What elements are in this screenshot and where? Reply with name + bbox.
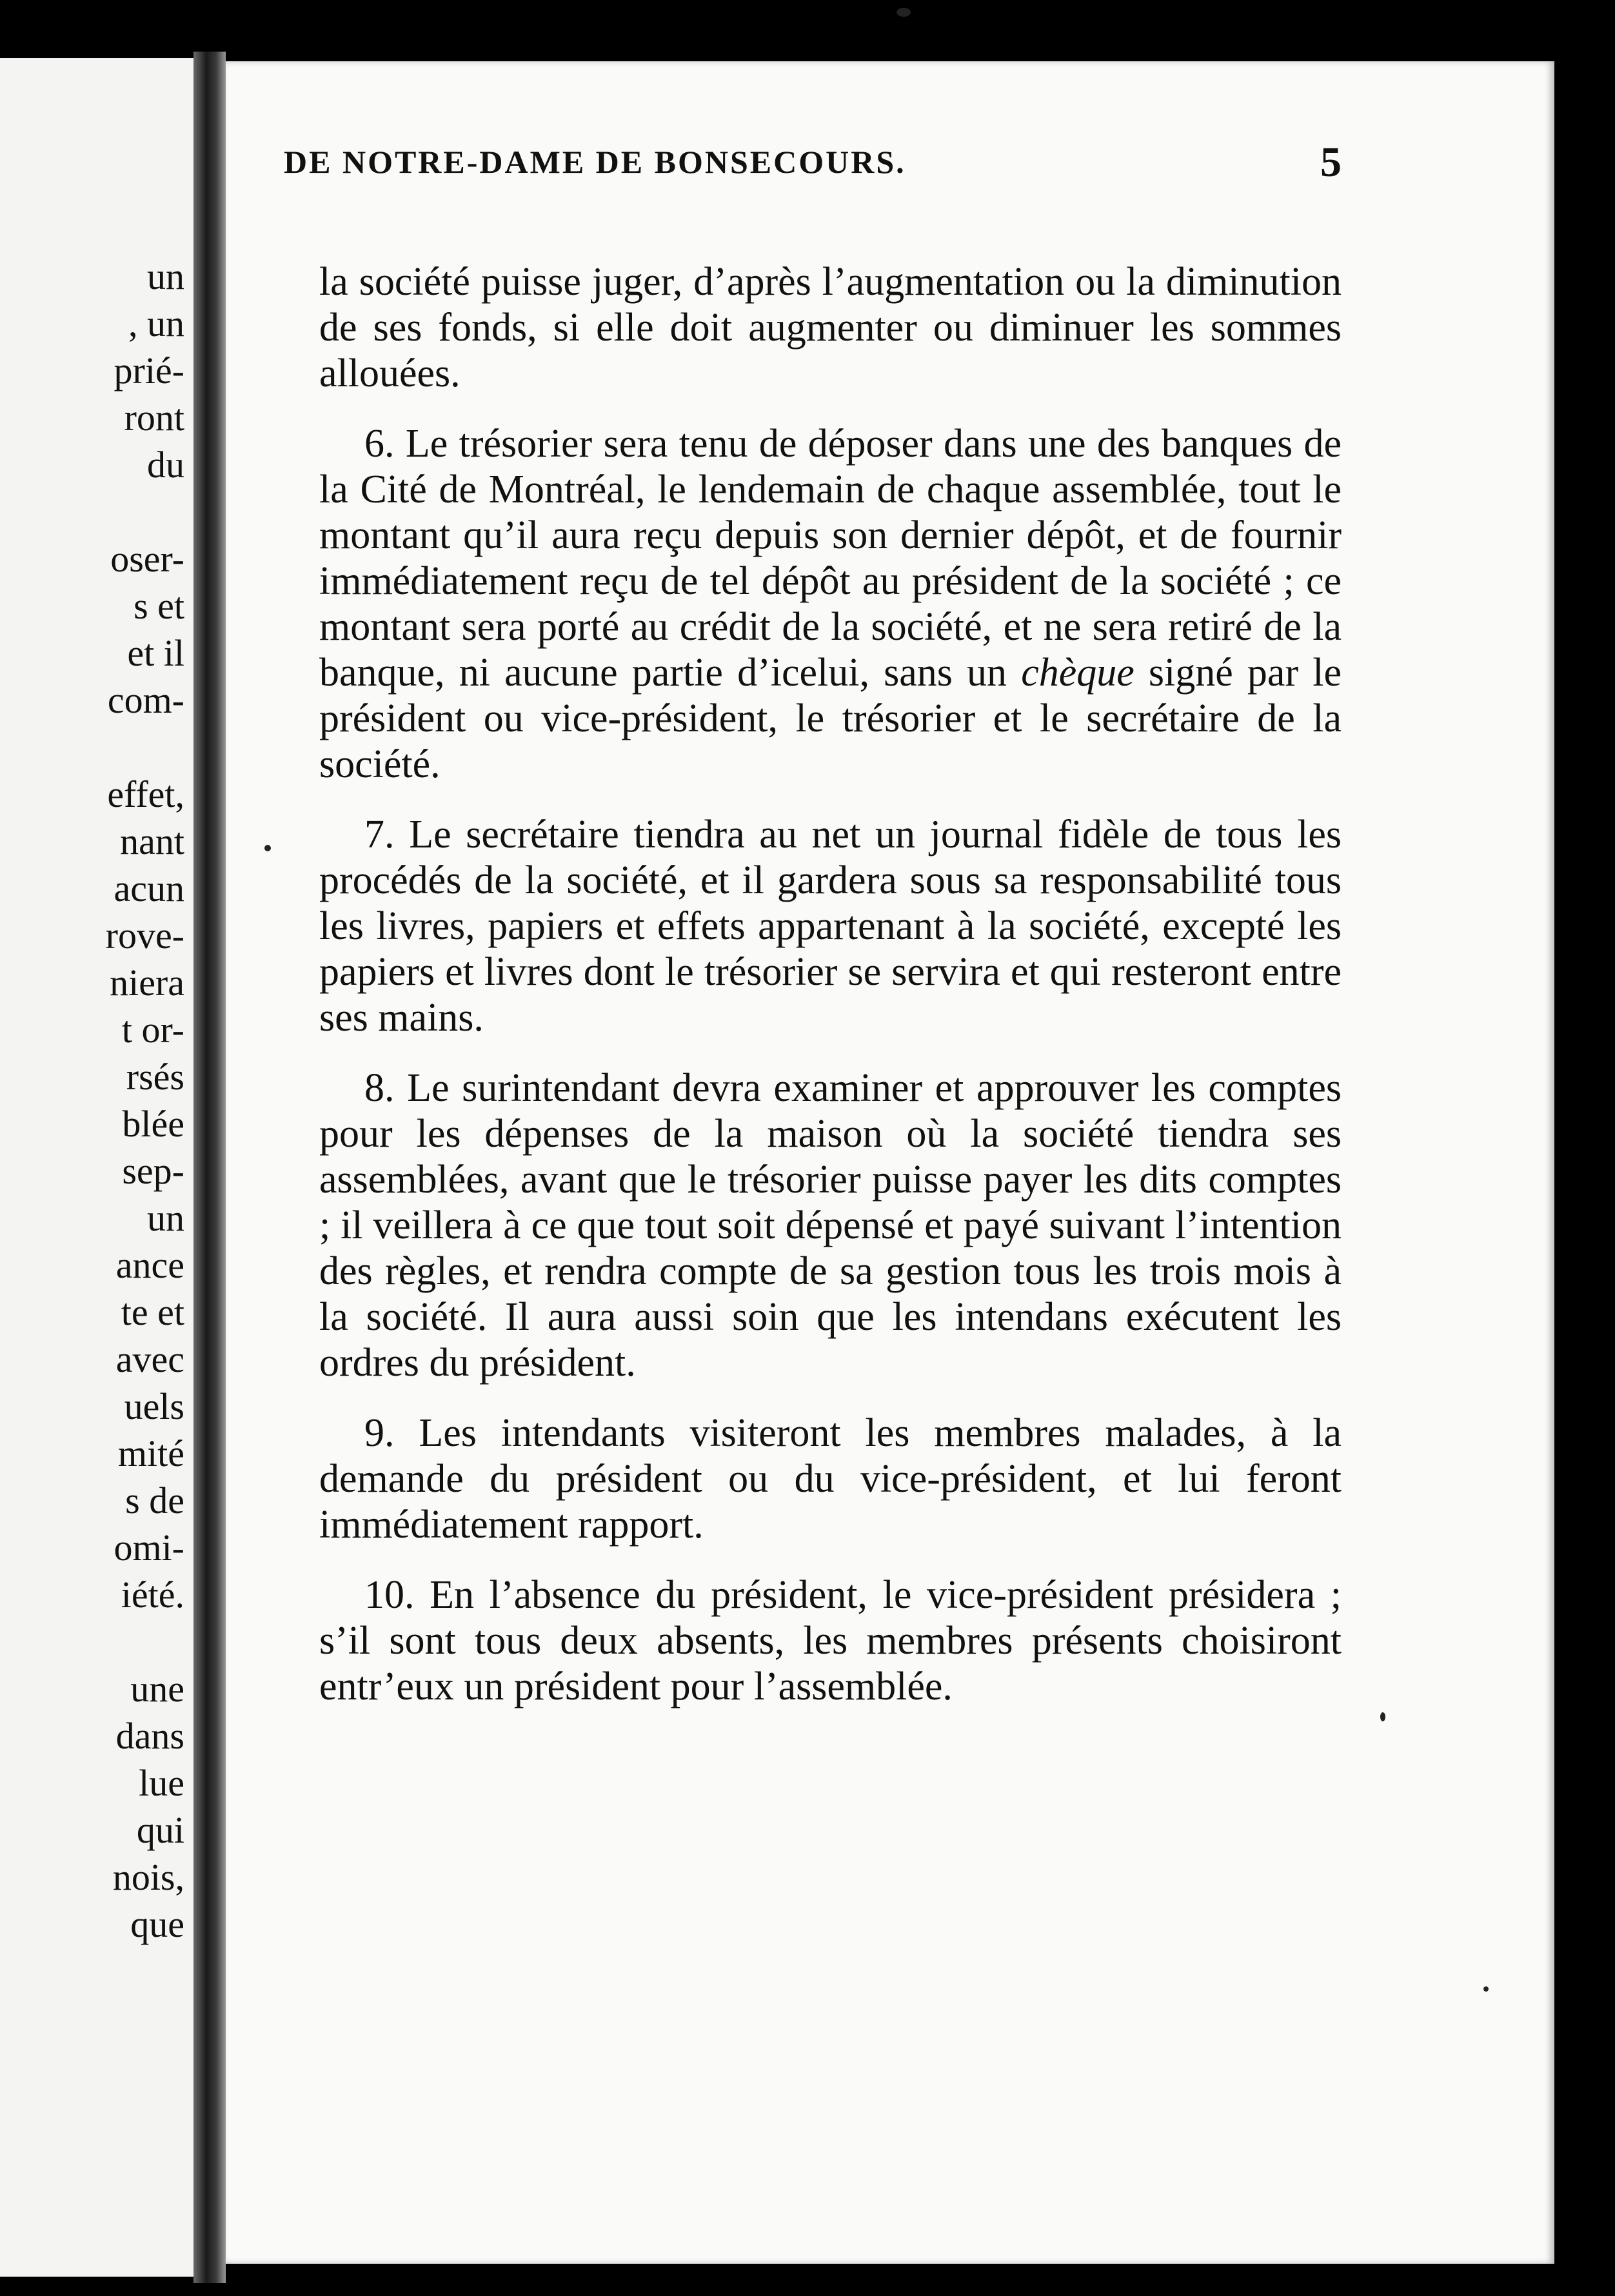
left-line: acun [114,867,184,909]
left-line: s et [134,585,184,627]
article-6-text-end: signé par le président ou vice-président, le trésorier et le secrétaire de la société. [319,651,1342,786]
article-6-text: 6. Le trésorier sera tenu de déposer dans une des banques de la Cité de Montréal, le lendemain de chaque assemblée, tout le montant qu’il aura reçu depuis son dernier dépôt, et de fournir immédiatement reçu de tel dépôt au président de la société ; ce montant sera porté au crédit de la société, et ne sera retiré de la banque, ni aucune partie d’icelui, sans un [319,422,1342,695]
page-body [319,259,1342,1734]
left-line: rove- [105,915,184,956]
left-line: omi- [114,1527,184,1569]
left-line: nois, [112,1856,184,1898]
left-line: que [130,1903,184,1945]
left-line: un [147,1197,184,1239]
left-line: du [147,444,184,486]
scan-speck [897,8,911,17]
paragraph-article-10: 10. En l’absence du président, le vice-président présidera ; s’il sont tous deux absents, les membres présents choisiront entr’eux un président pour l’assemblée. [319,1573,1342,1708]
scan-speck [1380,1712,1385,1721]
left-line: t or- [121,1009,184,1051]
left-line: prié- [114,350,184,391]
scan-speck [1483,1986,1489,1992]
left-line: qui [136,1809,184,1851]
left-line: blée [122,1103,184,1145]
left-line: lue [139,1762,184,1804]
left-line: s de [125,1480,184,1521]
left-facing-page [0,58,193,2277]
left-line: sep- [122,1150,184,1192]
left-line-gap [106,488,184,535]
left-line: ance [115,1244,184,1286]
left-line: rsés [126,1056,184,1098]
left-line-gap [106,1618,184,1665]
left-line: iété. [121,1574,184,1616]
left-line: un [147,255,184,297]
book-gutter [193,52,226,2283]
left-line: une [130,1668,184,1710]
left-line: nant [120,820,184,862]
left-line: mité [117,1432,184,1474]
scan-speck [264,845,271,851]
left-line: dans [115,1715,184,1757]
article-6-emphasis: chèque [1021,651,1134,695]
left-page-text [106,253,184,1948]
paragraph-article-6 [319,421,1342,787]
left-line: uels [124,1385,184,1427]
left-line-gap [106,724,184,771]
left-line: niera [110,962,184,1004]
paragraph-article-9: 9. Les intendants visiteront les membres malades, à la demande du président ou du vice-président, et lui feront immédiatement rapport. [319,1411,1342,1547]
left-line: oser- [110,538,184,580]
paragraph-continued: la société puisse juger, d’après l’augmentation ou la diminution de ses fonds, si elle doit augmenter ou diminuer les sommes allouées. [319,260,1342,395]
left-line: com- [107,679,184,721]
page-number: 5 [1320,139,1342,186]
paragraph-article-7: 7. Le secrétaire tiendra au net un journal fidèle de tous les procédés de la société, et il gardera sous sa responsabilité tous les livres, papiers et effets appartenant à la société, excepté les papiers et livres dont le trésorier se servira et qui resteront entre ses mains. [319,813,1342,1040]
left-line: avec [115,1338,184,1380]
paragraph-article-8: 8. Le surintendant devra examiner et approuver les comptes pour les dépenses de la maison où la société tiendra ses assemblées, avant que le trésorier puisse payer les dits comptes ; il veillera à ce que tout soit dépensé et payé suivant l’intention des règles, et rendra compte de sa gestion tous les trois mois à la société. Il aura aussi soin que les intendans exécutent les ordres du président. [319,1066,1342,1385]
left-line: ront [124,397,184,439]
left-line: te et [121,1291,184,1333]
running-head-title: DE NOTRE-DAME DE BONSECOURS. [284,144,906,180]
left-line: effet, [107,773,184,815]
left-line: , un [128,302,184,344]
left-line: et il [127,632,184,674]
